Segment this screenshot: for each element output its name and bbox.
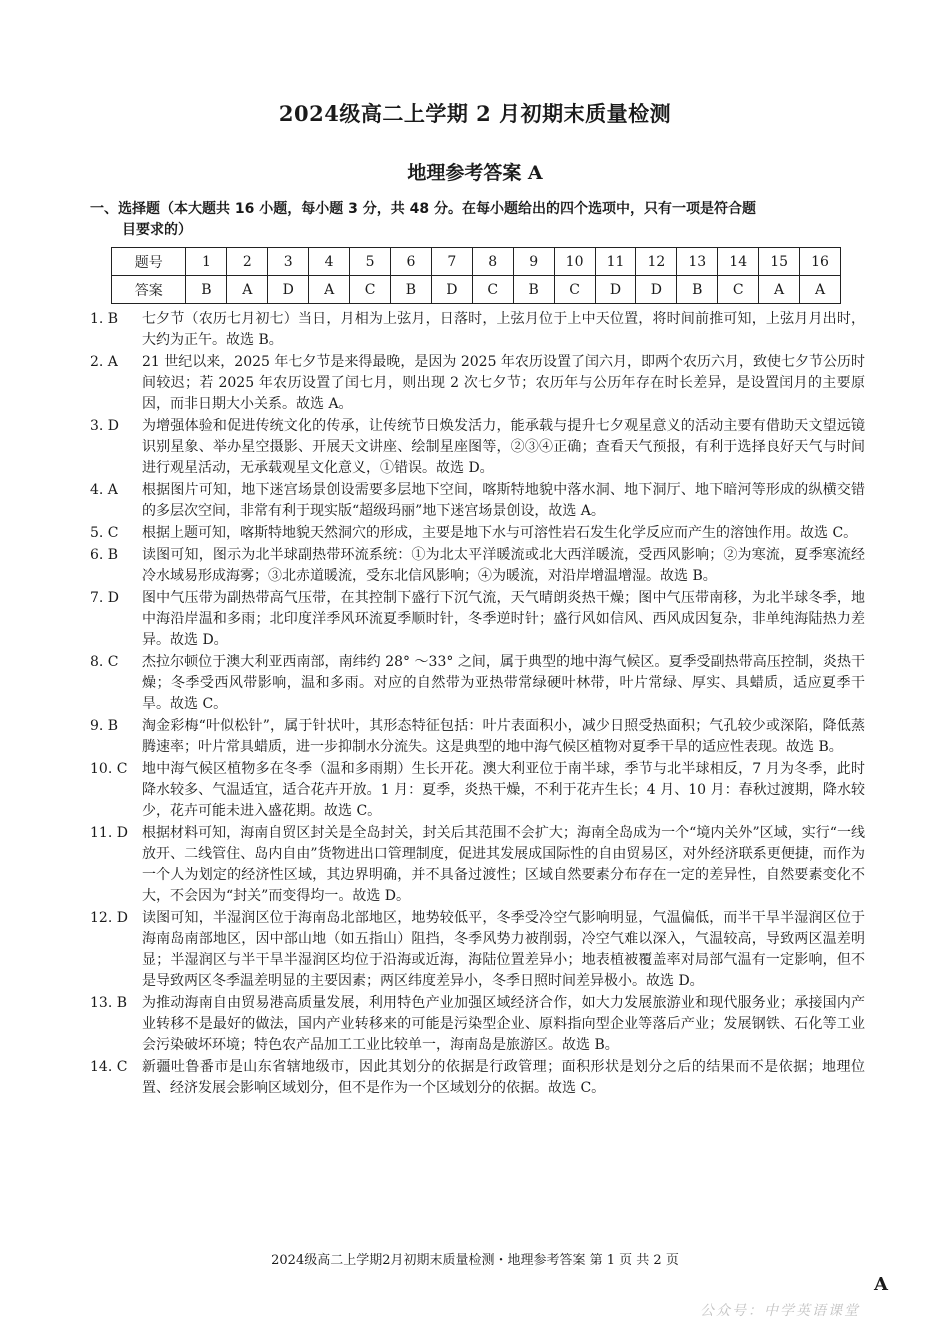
explanation-item: [90, 523, 865, 544]
explanation-item: [90, 545, 865, 587]
explanation-text: 地中海气候区植物多在冬季（温和多雨期）生长开花。澳大利亚位于南半球，季节与北半球相反，7 月为冬季，此时降水较多、气温适宜，适合花卉开放。1 月：夏季，炎热干燥，不利于花卉生长；4 月、10 月：春秋过渡期，降水较少，花卉可能未进入盛花期。故选 C。: [142, 761, 865, 819]
question-number-cell: 1: [186, 248, 227, 276]
explanation-item: [90, 352, 865, 415]
question-number-cell: 5: [350, 248, 391, 276]
question-number-cell: 10: [554, 248, 595, 276]
answer-cell: A: [227, 276, 268, 304]
explanation-text: 读图可知，图示为北半球副热带环流系统：①为北太平洋暖流或北大西洋暖流，受西风影响；②为寒流，夏季寒流经冷水域易形成海雾；③北赤道暖流，受东北信风影响；④为暖流，对沿岸增温增湿。故选 B。: [142, 547, 865, 584]
explanation-item: [90, 588, 865, 651]
question-number-cell: 16: [800, 248, 841, 276]
explanation-number: 14. C: [90, 1059, 128, 1075]
explanation-text: 图中气压带为副热带高气压带，在其控制下盛行下沉气流，天气晴朗炎热干燥；图中气压带南移，为北半球冬季，地中海沿岸温和多雨；北印度洋季风环流夏季顺时针，冬季逆时针；盛行风如信风、西风成因复杂，非单纯海陆热力差异。故选 D。: [142, 590, 865, 648]
answer-cell: C: [350, 276, 391, 304]
explanation-text: 淘金彩梅“叶似松针”，属于针状叶，其形态特征包括：叶片表面积小，减少日照受热面积；气孔较少或深陷，降低蒸腾速率；叶片常具蜡质，进一步抑制水分流失。这是典型的地中海气候区植物对夏季干旱的适应性表现。故选 B。: [142, 718, 865, 755]
answer-cell: B: [391, 276, 432, 304]
answer-cell: C: [554, 276, 595, 304]
explanation-number: 3. D: [90, 418, 120, 434]
question-number-cell: 13: [677, 248, 718, 276]
answer-cell: B: [186, 276, 227, 304]
question-number-cell: 11: [595, 248, 636, 276]
explanation-number: 1. B: [90, 311, 119, 327]
answer-cell: A: [800, 276, 841, 304]
version-mark: A: [874, 1274, 888, 1295]
explanation-item: [90, 309, 865, 351]
explanation-item: [90, 908, 865, 992]
explanation-text: 读图可知，半湿润区位于海南岛北部地区，地势较低平，冬季受冷空气影响明显，气温偏低，而半干旱半湿润区位于海南岛南部地区，因中部山地（如五指山）阻挡，冬季风势力被削弱，冷空气难以深入，气温较高，导致两区温差明显；半湿润区与半干旱半湿润区均位于沿海或近海，海陆位置差异小；地表植被覆盖率对局部气温有一定影响，但不是导致两区冬季温差明显的主要因素；两区纬度差异小，冬季日照时间差异极小。故选 D。: [142, 910, 865, 989]
explanation-item: [90, 823, 865, 907]
answer-cell: D: [431, 276, 472, 304]
question-number-cell: 15: [759, 248, 800, 276]
explanation-text: 根据材料可知，海南自贸区封关是全岛封关，封关后其范围不会扩大；海南全岛成为一个“境内关外”区域，实行“一线放开、二线管住、岛内自由”货物进出口管理制度，促进其发展成国际性的自由贸易区，对外经济联系更便捷，而作为一个人为划定的经济性区域，其边界明确，并不具备过渡性；区域自然要素分布存在一定的差异性，自然要素变化不大，不会因为“封关”而变得均一。故选 D。: [142, 825, 865, 904]
explanation-item: [90, 1057, 865, 1099]
question-number-cell: 7: [431, 248, 472, 276]
explanation-text: 为增强体验和促进传统文化的传承，让传统节日焕发活力，能承载与提升七夕观星意义的活动主要有借助天文望远镜识别星象、举办星空摄影、开展天文讲座、绘制星座图等，②③④正确；查看天气预报，有利于选择良好天气与时间进行观星活动，无承载观星文化意义，①错误。故选 D。: [142, 418, 865, 476]
answer-cell: B: [513, 276, 554, 304]
question-number-cell: 9: [513, 248, 554, 276]
answer-cell: C: [718, 276, 759, 304]
answer-table-number-row: [112, 248, 841, 276]
answer-cell: D: [268, 276, 309, 304]
answer-cell: A: [309, 276, 350, 304]
explanation-number: 8. C: [90, 654, 119, 670]
question-number-cell: 2: [227, 248, 268, 276]
question-number-cell: 12: [636, 248, 677, 276]
explanation-item: [90, 759, 865, 822]
section-heading-line2: 目要求的）: [122, 222, 192, 238]
explanation-number: 4. A: [90, 482, 118, 498]
answer-cell: C: [472, 276, 513, 304]
answer-table-answer-row: [112, 276, 841, 304]
explanation-number: 2. A: [90, 354, 118, 370]
question-number-cell: 3: [268, 248, 309, 276]
explanation-text: 新疆吐鲁番市是山东省辖地级市，因此其划分的依据是行政管理；面积形状是划分之后的结果而不是依据；地理位置、经济发展会影响区域划分，但不是作为一个区域划分的依据。故选 C。: [142, 1059, 865, 1096]
explanation-number: 7. D: [90, 590, 120, 606]
explanation-item: [90, 480, 865, 522]
explanation-list: [90, 309, 865, 1100]
section-heading: [90, 199, 870, 241]
row-label-numbers: 题号: [112, 248, 186, 276]
page-subtitle: 地理参考答案 A: [407, 162, 543, 184]
answer-cell: D: [595, 276, 636, 304]
section-heading-line1: 一、选择题（本大题共 16 小题，每小题 3 分，共 48 分。在每小题给出的四个选项中，只有一项是符合题: [90, 201, 756, 217]
explanation-number: 12. D: [90, 910, 128, 926]
explanation-number: 6. B: [90, 547, 119, 563]
explanation-number: 10. C: [90, 761, 128, 777]
explanation-number: 13. B: [90, 995, 128, 1011]
explanation-number: 5. C: [90, 525, 119, 541]
answer-cell: D: [636, 276, 677, 304]
explanation-item: [90, 993, 865, 1056]
answer-table: [111, 247, 841, 304]
answer-cell: A: [759, 276, 800, 304]
explanation-text: 21 世纪以来，2025 年七夕节是来得最晚，是因为 2025 年农历设置了闰六月，即两个农历六月，致使七夕节公历时间较迟；若 2025 年农历设置了闰七月，则出现 2 次七夕节；农历年与公历年存在时长差异，是设置闰月的主要原因，而非日期大小关系。故选 A。: [142, 354, 865, 412]
explanation-item: [90, 416, 865, 479]
explanation-item: [90, 716, 865, 758]
question-number-cell: 8: [472, 248, 513, 276]
question-number-cell: 14: [718, 248, 759, 276]
page-footer: 2024级高二上学期2月初期末质量检测・地理参考答案 第 1 页 共 2 页: [271, 1253, 679, 1268]
page-title: 2024级高二上学期 2 月初期末质量检测: [278, 101, 672, 126]
row-label-answers: 答案: [112, 276, 186, 304]
explanation-item: [90, 652, 865, 715]
explanation-text: 七夕节（农历七月初七）当日，月相为上弦月，日落时，上弦月位于上中天位置，将时间前推可知，上弦月月出时，大约为正午。故选 B。: [142, 311, 865, 348]
answer-cell: B: [677, 276, 718, 304]
explanation-text: 根据图片可知，地下迷宫场景创设需要多层地下空间，喀斯特地貌中落水洞、地下洞厅、地下暗河等形成的纵横交错的多层次空间，非常有利于现实版“超级玛丽”地下迷宫场景创设，故选 A。: [142, 482, 865, 519]
watermark: 公众号：中学英语课堂: [700, 1303, 860, 1319]
question-number-cell: 6: [391, 248, 432, 276]
explanation-text: 杰拉尔顿位于澳大利亚西南部，南纬约 28° ～33° 之间，属于典型的地中海气候区。夏季受副热带高压控制，炎热干燥；冬季受西风带影响，温和多雨。对应的自然带为亚热带常绿硬叶林带，叶片常绿、厚实、具蜡质，适应夏季干旱。故选 C。: [142, 654, 865, 712]
explanation-number: 9. B: [90, 718, 119, 734]
explanation-text: 根据上题可知，喀斯特地貌天然洞穴的形成，主要是地下水与可溶性岩石发生化学反应而产生的溶蚀作用。故选 C。: [142, 525, 858, 541]
question-number-cell: 4: [309, 248, 350, 276]
explanation-text: 为推动海南自由贸易港高质量发展，利用特色产业加强区域经济合作，如大力发展旅游业和现代服务业；承接国内产业转移不是最好的做法，国内产业转移来的可能是污染型企业、原料指向型企业等落后产业；发展钢铁、石化等工业会污染破坏环境；特色农产品加工工业比较单一，海南岛是旅游区。故选 B。: [142, 995, 865, 1053]
explanation-number: 11. D: [90, 825, 128, 841]
